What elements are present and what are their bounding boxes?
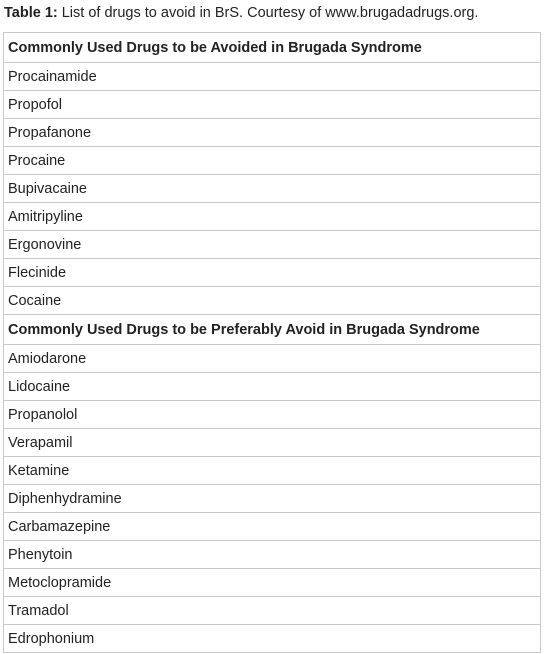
table-row: [4, 457, 541, 485]
drug-name-cell: Diphenhydramine: [4, 485, 541, 513]
drug-name-cell: Tramadol: [4, 597, 541, 625]
drug-name-cell: Bupivacaine: [4, 175, 541, 203]
drug-name-cell: Procaine: [4, 147, 541, 175]
section-header-row: [4, 33, 541, 63]
caption-text: List of drugs to avoid in BrS. Courtesy of www.brugadadrugs.org.: [57, 5, 479, 21]
table-row: [4, 231, 541, 259]
drug-name-cell: Propanolol: [4, 401, 541, 429]
drug-name-cell: Ketamine: [4, 457, 541, 485]
table-row: [4, 401, 541, 429]
table-row: [4, 429, 541, 457]
drug-name-cell: Lidocaine: [4, 373, 541, 401]
table-row: [4, 569, 541, 597]
table-row: [4, 597, 541, 625]
drug-name-cell: Verapamil: [4, 429, 541, 457]
table-row: [4, 373, 541, 401]
drug-name-cell: Phenytoin: [4, 541, 541, 569]
table-caption: [4, 4, 478, 22]
table-row: [4, 203, 541, 231]
drug-name-cell: Ergonovine: [4, 231, 541, 259]
table-row: [4, 175, 541, 203]
table-row: [4, 485, 541, 513]
caption-label: Table 1:: [4, 5, 58, 21]
drug-name-cell: Metoclopramide: [4, 569, 541, 597]
drug-name-cell: Propafanone: [4, 119, 541, 147]
section-header-row: [4, 315, 541, 345]
drug-name-cell: Carbamazepine: [4, 513, 541, 541]
table-row: [4, 345, 541, 373]
drug-name-cell: Amitripyline: [4, 203, 541, 231]
drug-name-cell: Propofol: [4, 91, 541, 119]
section-heading: Commonly Used Drugs to be Avoided in Brugada Syndrome: [4, 33, 541, 63]
table-row: [4, 625, 541, 653]
table-row: [4, 119, 541, 147]
drug-name-cell: Edrophonium: [4, 625, 541, 653]
drug-name-cell: Procainamide: [4, 63, 541, 91]
table-row: [4, 259, 541, 287]
table-row: [4, 63, 541, 91]
table-row: [4, 541, 541, 569]
drug-name-cell: Cocaine: [4, 287, 541, 315]
section-heading: Commonly Used Drugs to be Preferably Avoid in Brugada Syndrome: [4, 315, 541, 345]
table-row: [4, 287, 541, 315]
drug-table: [3, 32, 541, 653]
table-row: [4, 147, 541, 175]
table-row: [4, 513, 541, 541]
table-row: [4, 91, 541, 119]
drug-name-cell: Amiodarone: [4, 345, 541, 373]
drug-name-cell: Flecinide: [4, 259, 541, 287]
drug-table-body: [4, 33, 541, 653]
